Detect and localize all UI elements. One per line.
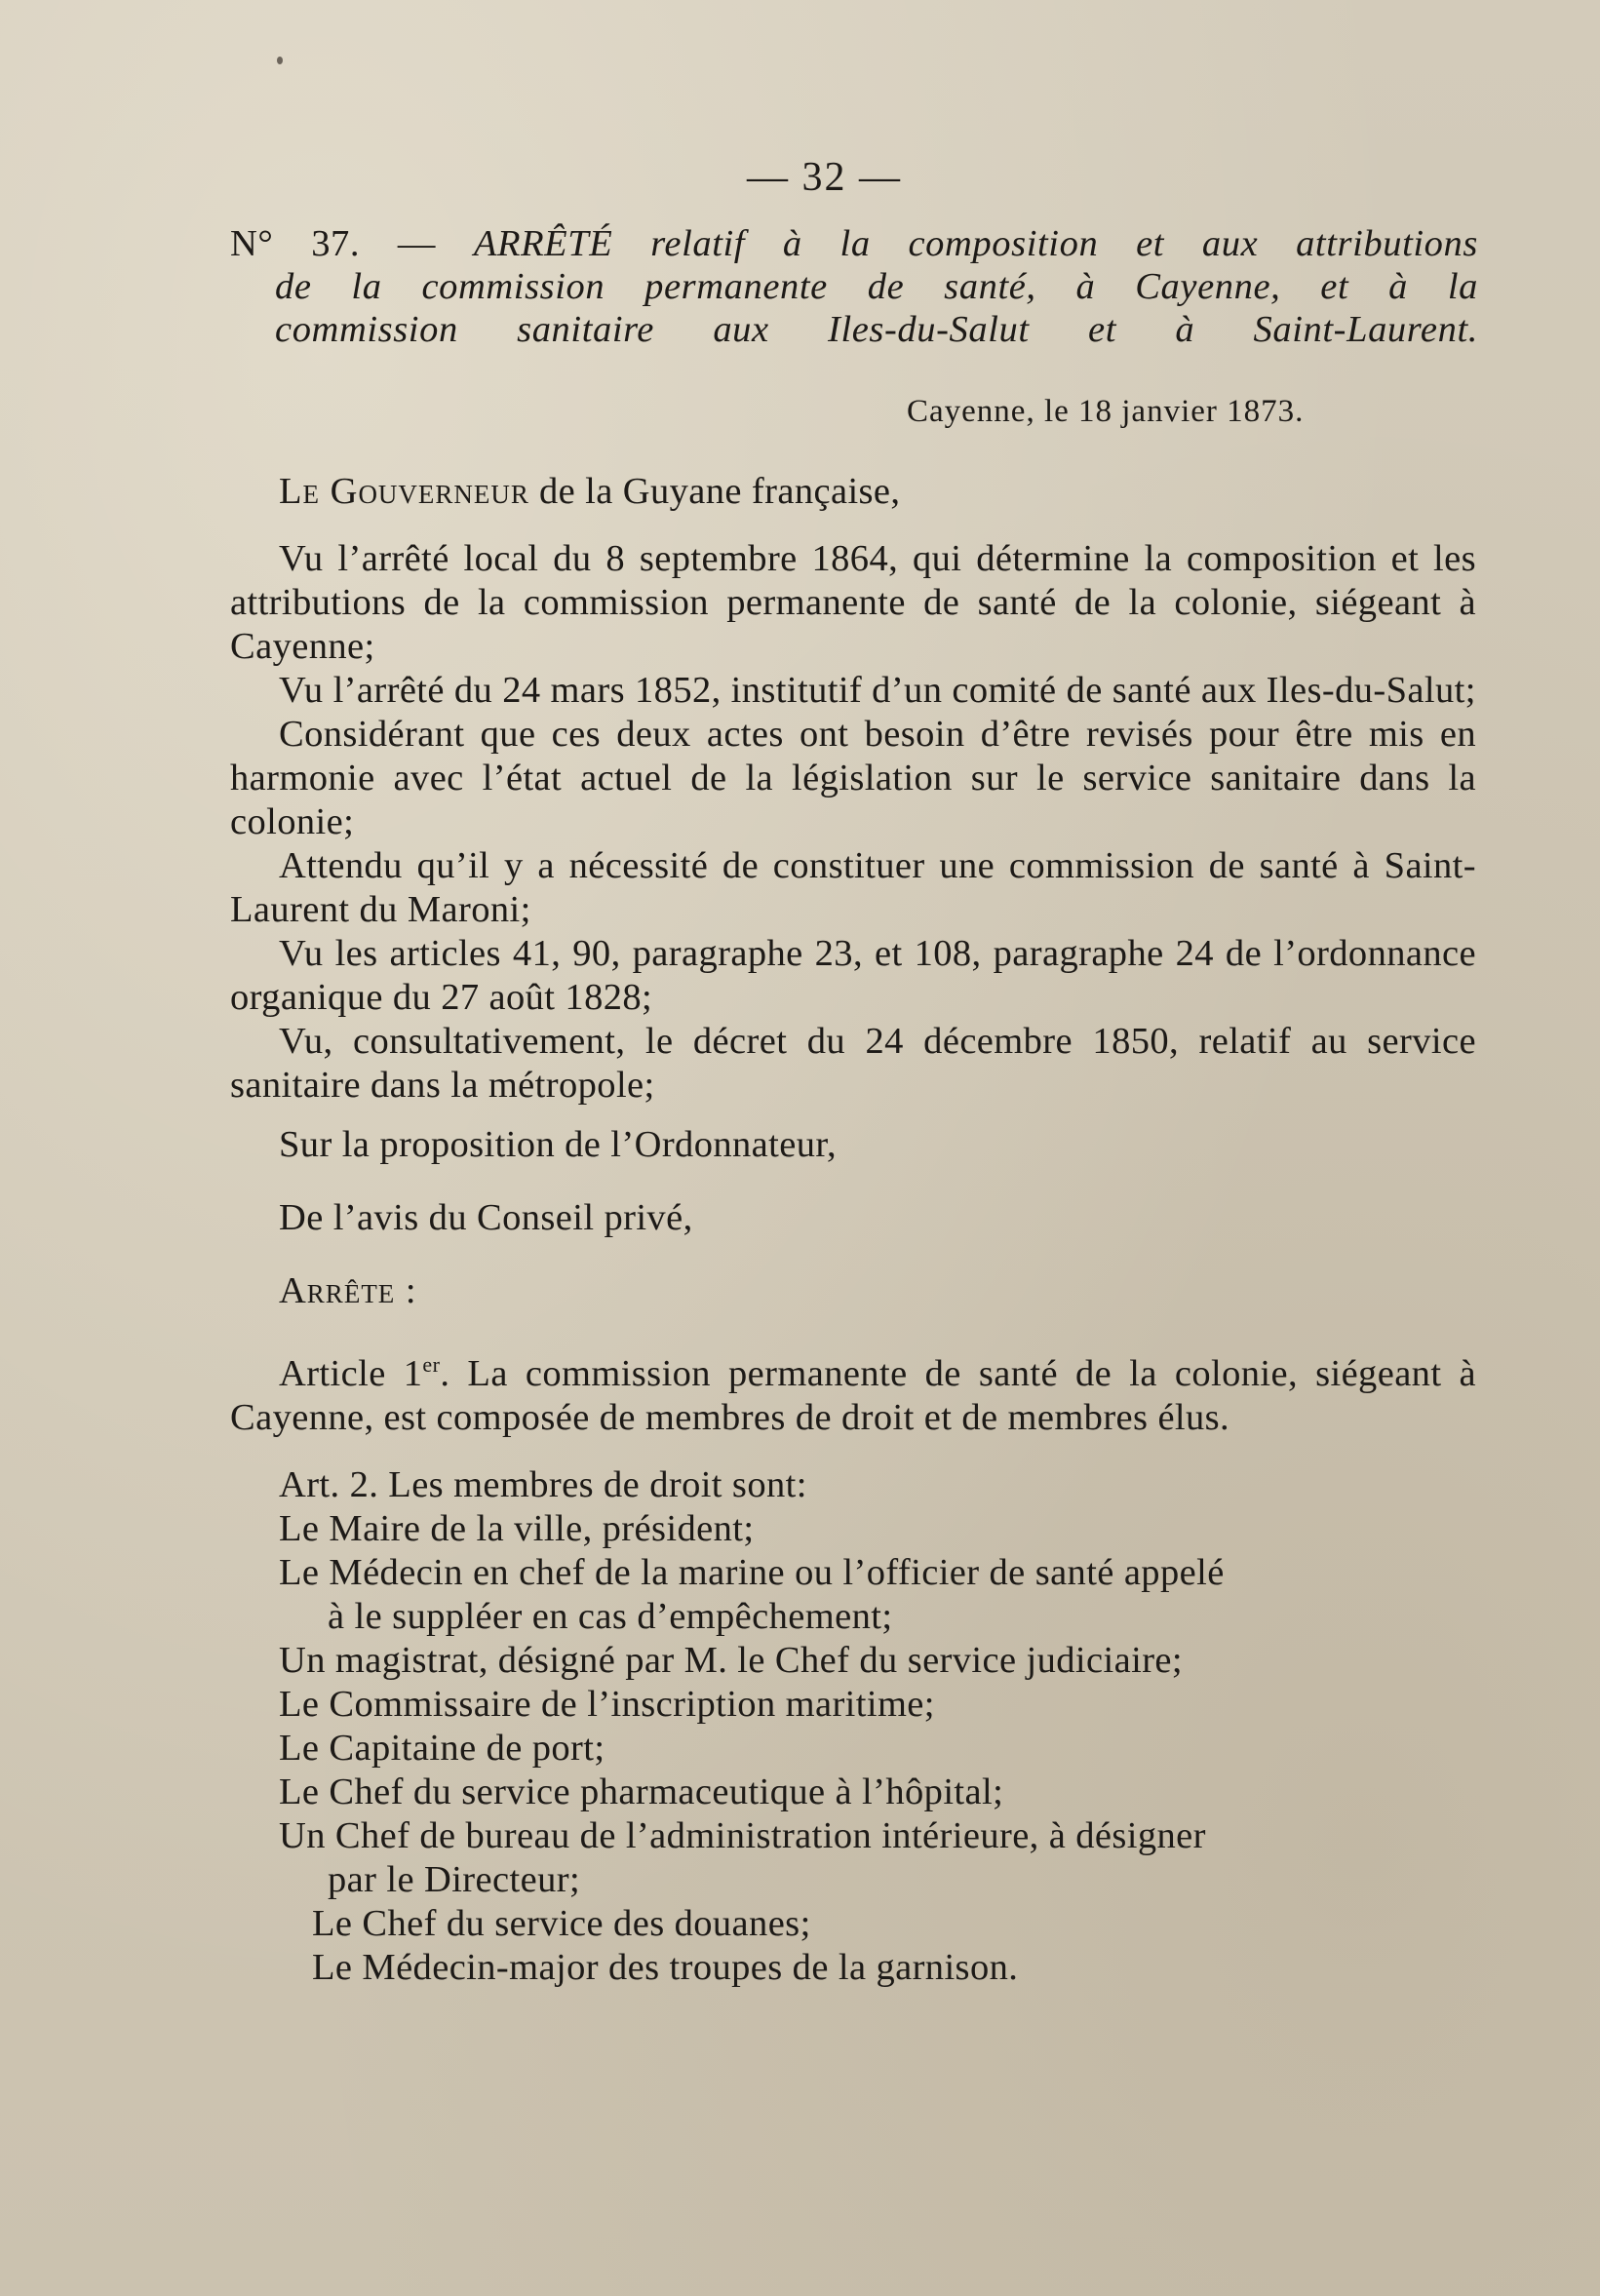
heading-title-line-3: commission sanitaire aux Iles-du-Salut et à Saint-Laurent. bbox=[275, 309, 1478, 350]
member-text: Le Chef du service des douanes; bbox=[312, 1902, 811, 1944]
consideration-6: Vu, consultativement, le décret du 24 décembre 1850, relatif au service sanitaire dans la métropole; bbox=[230, 1021, 1476, 1106]
advice-line: De l’avis du Conseil privé, bbox=[279, 1197, 693, 1238]
member-item bbox=[230, 1727, 1476, 1771]
member-item bbox=[230, 1551, 1476, 1639]
heading-title-line-1: ARRÊTÉ relatif à la composition et aux attributions bbox=[473, 223, 1478, 264]
ink-speck bbox=[277, 57, 283, 64]
article-1-label: Article 1 bbox=[279, 1352, 423, 1394]
consideration-4: Attendu qu’il y a nécessité de constituer une commission de santé à Saint-Laurent du Maroni; bbox=[230, 845, 1476, 930]
governor-rest: de la Guyane française, bbox=[528, 471, 901, 512]
member-item bbox=[230, 1683, 1476, 1727]
decree-heading bbox=[230, 222, 1478, 351]
member-item bbox=[230, 1814, 1476, 1902]
member-item bbox=[230, 1639, 1476, 1683]
member-text: Le Médecin en chef de la marine ou l’officier de santé appelé bbox=[279, 1551, 1225, 1593]
article-1 bbox=[230, 1343, 1476, 1440]
page-number: — 32 — bbox=[747, 155, 902, 200]
consideration-1: Vu l’arrêté local du 8 septembre 1864, qui détermine la composition et les attributions de la commission permanente de santé de la colonie, siégeant à Cayenne; bbox=[230, 538, 1476, 667]
member-text: Le Chef du service pharmaceutique à l’hôpital; bbox=[279, 1771, 1004, 1812]
heading-title-line-2: de la commission permanente de santé, à Cayenne, et à la bbox=[275, 266, 1478, 307]
decree-number: N° 37. bbox=[230, 223, 361, 264]
member-item bbox=[230, 1902, 1476, 1946]
governor-title: Le Gouverneur bbox=[279, 471, 529, 512]
members-list bbox=[230, 1507, 1476, 1990]
member-continuation: par le Directeur; bbox=[328, 1858, 581, 1900]
heading-line-1 bbox=[230, 222, 1478, 265]
member-continuation: à le suppléer en cas d’empêchement; bbox=[328, 1595, 893, 1637]
governor-opening bbox=[230, 470, 1476, 514]
member-text: Un Chef de bureau de l’administration intérieure, à désigner bbox=[279, 1814, 1206, 1856]
consideration-2: Vu l’arrêté du 24 mars 1852, institutif d’un comité de santé aux Iles-du-Salut; bbox=[279, 670, 1476, 711]
article-2: Art. 2. Les membres de droit sont: bbox=[279, 1463, 807, 1505]
decree-body bbox=[230, 470, 1476, 1990]
member-text: Le Capitaine de port; bbox=[279, 1727, 605, 1769]
member-text: Le Médecin-major des troupes de la garnison. bbox=[312, 1946, 1019, 1988]
member-text: Un magistrat, désigné par M. le Chef du service judiciaire; bbox=[279, 1639, 1183, 1681]
consideration-5: Vu les articles 41, 90, paragraphe 23, et 108, paragraphe 24 de l’ordonnance organique du 27 août 1828; bbox=[230, 933, 1476, 1018]
proposition-line: Sur la proposition de l’Ordonnateur, bbox=[279, 1124, 838, 1165]
dateline: Cayenne, le 18 janvier 1873. bbox=[907, 394, 1305, 429]
member-text: Le Commissaire de l’inscription maritime; bbox=[279, 1683, 935, 1725]
article-1-text: . La commission permanente de santé de la colonie, siégeant à Cayenne, est composée de membres de droit et de membres élus. bbox=[230, 1352, 1476, 1438]
arrete-label: Arrête : bbox=[279, 1270, 417, 1311]
member-item bbox=[230, 1507, 1476, 1551]
member-item bbox=[230, 1946, 1476, 1990]
article-1-sup: er bbox=[422, 1352, 441, 1377]
consideration-3: Considérant que ces deux actes ont besoin d’être revisés pour être mis en harmonie avec l’état actuel de la législation sur le service sanitaire dans la colonie; bbox=[230, 714, 1476, 842]
member-item bbox=[230, 1771, 1476, 1814]
heading-dash: — bbox=[397, 223, 437, 264]
member-text: Le Maire de la ville, président; bbox=[279, 1507, 755, 1549]
